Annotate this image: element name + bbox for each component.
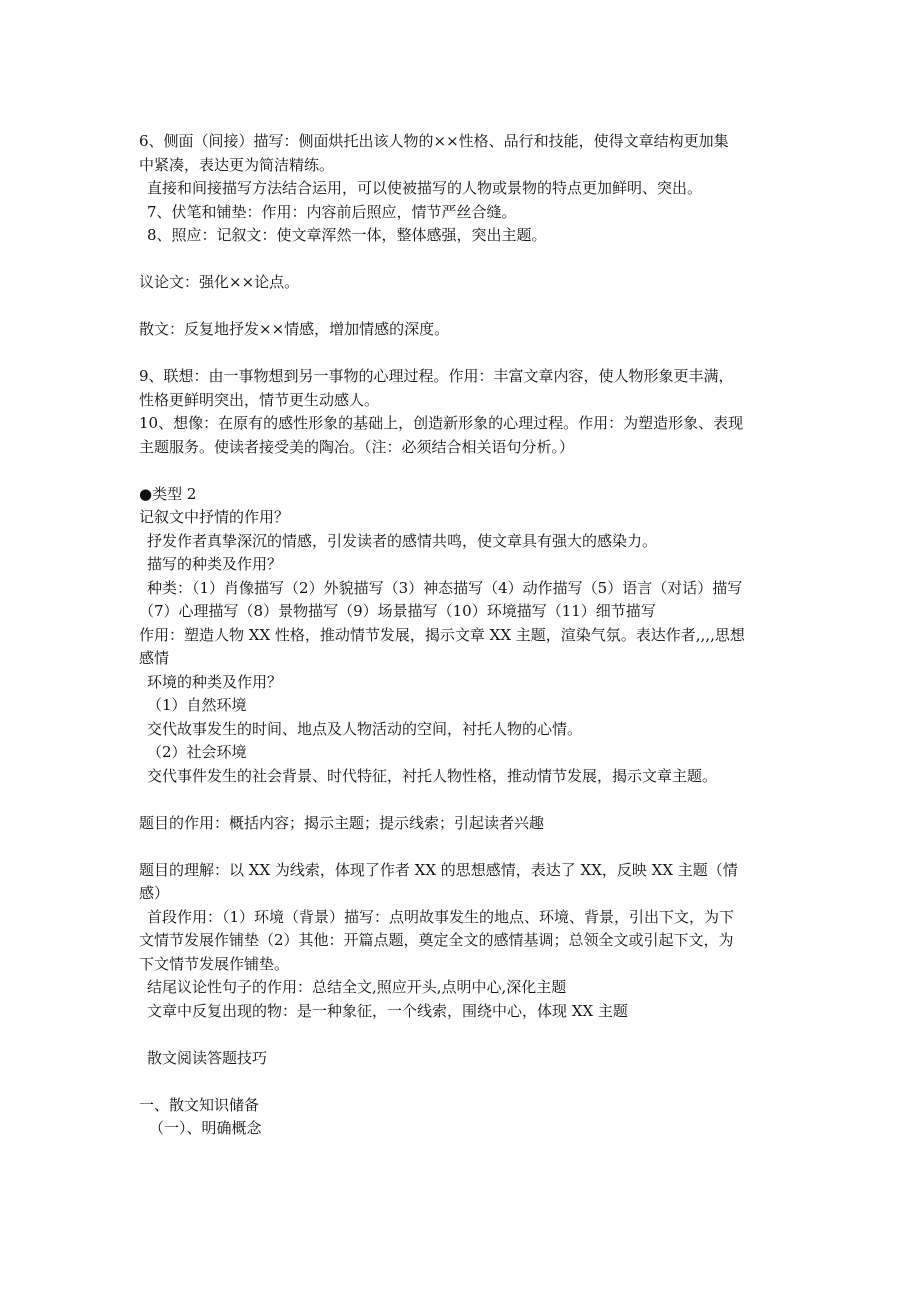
blank-line bbox=[139, 1070, 789, 1094]
line-12: 性格更鲜明突出，情节更生动感人。 bbox=[139, 390, 380, 409]
line-5: 8、照应：记叙文：使文章浑然一体，整体感强，突出主题。 bbox=[147, 226, 547, 244]
line-25: （1）自然环境 bbox=[147, 696, 247, 714]
blank-line bbox=[139, 1023, 789, 1047]
line-23: 感情 bbox=[139, 649, 170, 667]
line-11: 9、联想：由一事物想到另一事物的心理过程。作用：丰富文章内容，使人物形象更丰满， bbox=[139, 367, 734, 385]
line-38: 文章中反复出现的物：是一种象征，一个线索，围绕中心，体现 XX 主题 bbox=[147, 1001, 628, 1020]
blank-line bbox=[139, 295, 789, 319]
line-32: 题目的理解：以 XX 为线索，体现了作者 XX 的思想感情，表达了 XX，反映 XX 主题（情 bbox=[139, 860, 738, 879]
heading-knowledge-reserve: 一、散文知识储备 bbox=[139, 1095, 260, 1114]
line-17: 记叙文中抒情的作用？ bbox=[139, 508, 290, 526]
line-33: 感） bbox=[139, 884, 170, 902]
blank-line bbox=[139, 835, 789, 859]
subheading-clear-concepts: （一）、明确概念 bbox=[149, 1119, 262, 1137]
line-4: 7、伏笔和铺垫：作用：内容前后照应，情节严丝合缝。 bbox=[147, 202, 517, 221]
line-1: 6、侧面（间接）描写：侧面烘托出该人物的××性格、品行和技能，使得文章结构更加集 bbox=[139, 132, 729, 150]
line-36: 下文情节发展作铺垫。 bbox=[139, 954, 290, 973]
line-20: 种类：（1）肖像描写（2）外貌描写（3）神态描写（4）动作描写（5）语言（对话）描写 bbox=[147, 578, 743, 597]
blank-line bbox=[139, 248, 789, 272]
line-24: 环境的种类及作用？ bbox=[147, 672, 283, 691]
line-35: 文情节发展作铺垫（2）其他：开篇点题，奠定全文的感情基调；总领全文或引起下文，为 bbox=[139, 931, 734, 949]
line-34: 首段作用：（1）环境（背景）描写：点明故事发生的地点、环境、背景，引出下文，为下 bbox=[147, 907, 735, 926]
blank-line bbox=[139, 788, 789, 812]
document-page bbox=[139, 130, 789, 1141]
line-14: 主题服务。使读者接受美的陶冶。（注：必须结合相关语句分析。） bbox=[139, 437, 575, 456]
line-18: 抒发作者真挚深沉的情感，引发读者的感情共鸣，使文章具有强大的感染力。 bbox=[147, 531, 658, 550]
section-title-prose-reading: 散文阅读答题技巧 bbox=[147, 1048, 268, 1067]
line-7: 议论文：强化××论点。 bbox=[139, 273, 300, 291]
line-37: 结尾议论性句子的作用：总结全文,照应开头,点明中心,深化主题 bbox=[147, 978, 567, 996]
line-27: （2）社会环境 bbox=[147, 743, 247, 761]
line-28: 交代事件发生的社会背景、时代特征，衬托人物性格，推动情节发展，揭示文章主题。 bbox=[147, 766, 718, 785]
line-21: （7）心理描写（8）景物描写（9）场景描写（10）环境描写（11）细节描写 bbox=[139, 602, 656, 620]
line-22: 作用：塑造人物 XX 性格，推动情节发展，揭示文章 XX 主题，渲染气氛。表达作者,,,,思想 bbox=[139, 625, 745, 644]
line-19: 描写的种类及作用？ bbox=[147, 555, 283, 573]
line-9: 散文：反复地抒发××情感，增加情感的深度。 bbox=[139, 320, 450, 338]
line-13: 10、想像：在原有的感性形象的基础上，创造新形象的心理过程。作用：为塑造形象、表现 bbox=[139, 414, 744, 432]
line-30: 题目的作用：概括内容；揭示主题；提示线索；引起读者兴趣 bbox=[139, 813, 545, 832]
line-26: 交代故事发生的时间、地点及人物活动的空间，衬托人物的心情。 bbox=[147, 719, 583, 738]
section-heading-type-2: ●类型 2 bbox=[139, 484, 197, 503]
blank-line bbox=[139, 459, 789, 483]
line-3: 直接和间接描写方法结合运用，可以使被描写的人物或景物的特点更加鲜明、突出。 bbox=[147, 179, 703, 197]
line-2: 中紧凑，表达更为简洁精练。 bbox=[139, 155, 335, 174]
blank-line bbox=[139, 342, 789, 366]
